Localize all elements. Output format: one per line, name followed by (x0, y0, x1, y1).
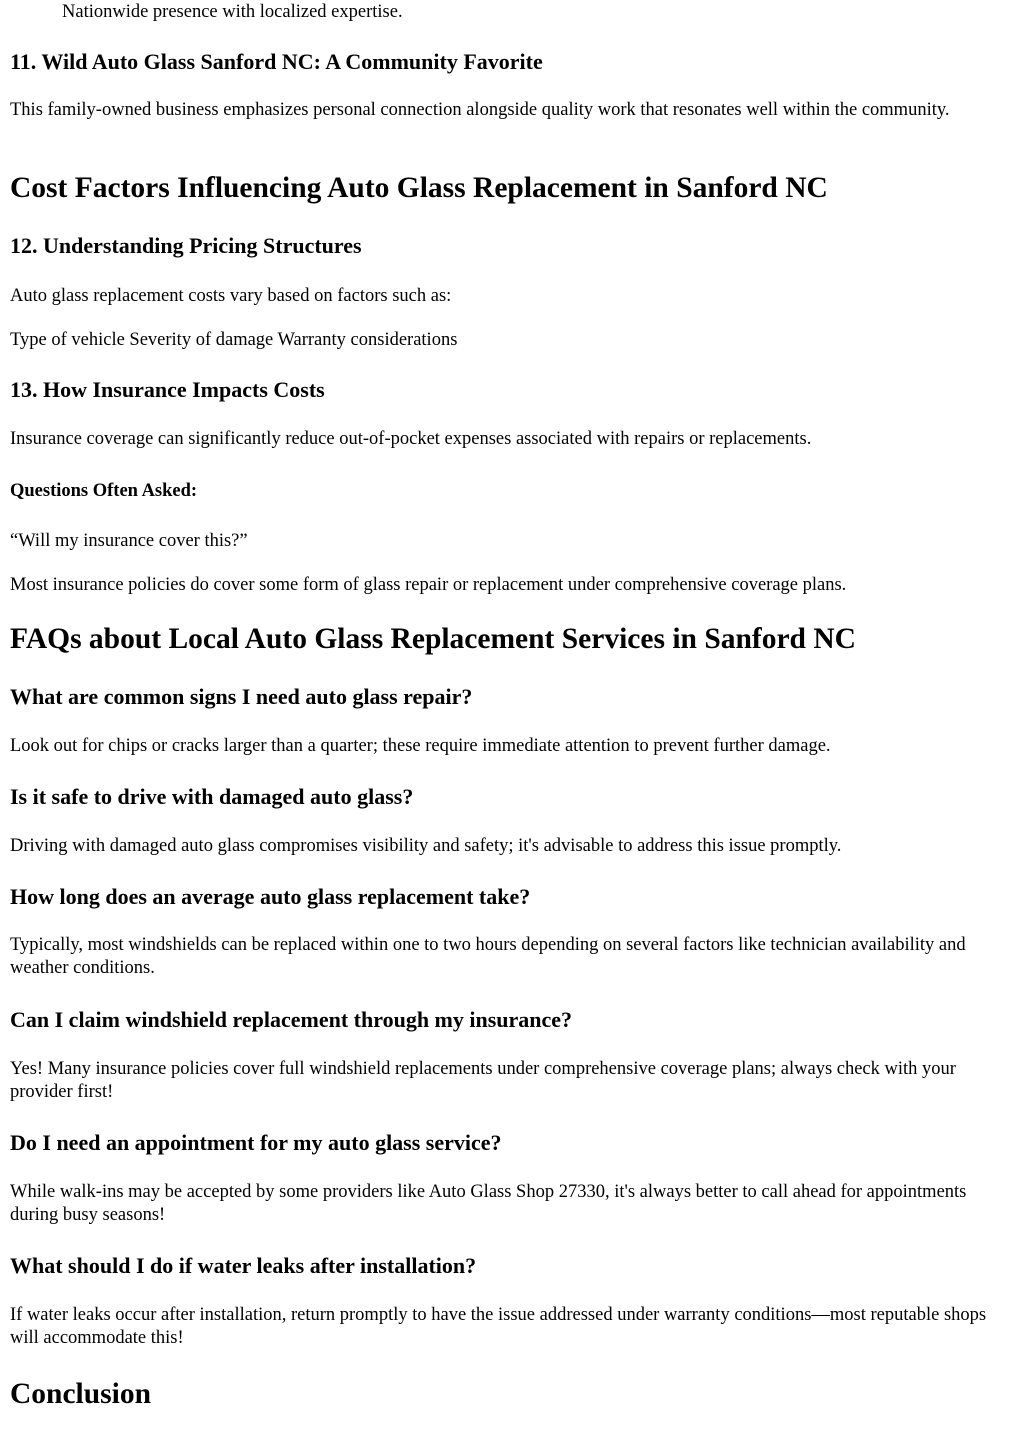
conclusion-heading: Conclusion (10, 1378, 151, 1410)
section-12-heading: 12. Understanding Pricing Structures (10, 233, 362, 258)
faq-answer: Driving with damaged auto glass compromises visibility and safety; it's advisable to address this issue promptly. (10, 836, 842, 856)
faq-question: What are common signs I need auto glass repair? (10, 684, 473, 709)
faq-answer: Yes! Many insurance policies cover full windshield replacements under comprehensive coverage plans; always check with your provider first! (10, 1059, 956, 1102)
faq-question: Can I claim windshield replacement through my insurance? (10, 1007, 573, 1032)
questions-heading: Questions Often Asked: (10, 481, 198, 501)
faq-question: What should I do if water leaks after installation? (10, 1253, 477, 1278)
answer-text: Most insurance policies do cover some form of glass repair or replacement under comprehensive coverage plans. (10, 575, 847, 595)
section-13-text: Insurance coverage can significantly reduce out-of-pocket expenses associated with repairs or replacements. (10, 429, 812, 449)
list-item-text: Nationwide presence with localized expertise. (62, 2, 403, 22)
pricing-factors-list: Type of vehicle Severity of damage Warranty considerations (10, 330, 458, 350)
faq-answer: While walk-ins may be accepted by some providers like Auto Glass Shop 27330, it's always better to call ahead for appointments during busy seasons! (10, 1182, 967, 1225)
section-12-intro: Auto glass replacement costs vary based on factors such as: (10, 286, 452, 306)
faq-question: How long does an average auto glass replacement take? (10, 884, 531, 909)
faq-answer: If water leaks occur after installation, return promptly to have the issue addressed under warranty conditions—most reputable shops will accommodate this! (10, 1305, 987, 1348)
question-text: “Will my insurance cover this?” (10, 531, 248, 551)
faq-question: Do I need an appointment for my auto glass service? (10, 1130, 502, 1155)
faq-answer: Typically, most windshields can be replaced within one to two hours depending on several factors like technician availability and weather conditions. (10, 935, 966, 978)
section-11-text: This family-owned business emphasizes personal connection alongside quality work that resonates well within the community. (10, 100, 950, 120)
faqs-heading: FAQs about Local Auto Glass Replacement Services in Sanford NC (10, 623, 856, 655)
section-11-heading: 11. Wild Auto Glass Sanford NC: A Community Favorite (10, 49, 543, 74)
faq-answer: Look out for chips or cracks larger than a quarter; these require immediate attention to prevent further damage. (10, 736, 831, 756)
faq-question: Is it safe to drive with damaged auto glass? (10, 784, 414, 809)
cost-factors-heading: Cost Factors Influencing Auto Glass Replacement in Sanford NC (10, 172, 828, 204)
section-13-heading: 13. How Insurance Impacts Costs (10, 377, 325, 402)
